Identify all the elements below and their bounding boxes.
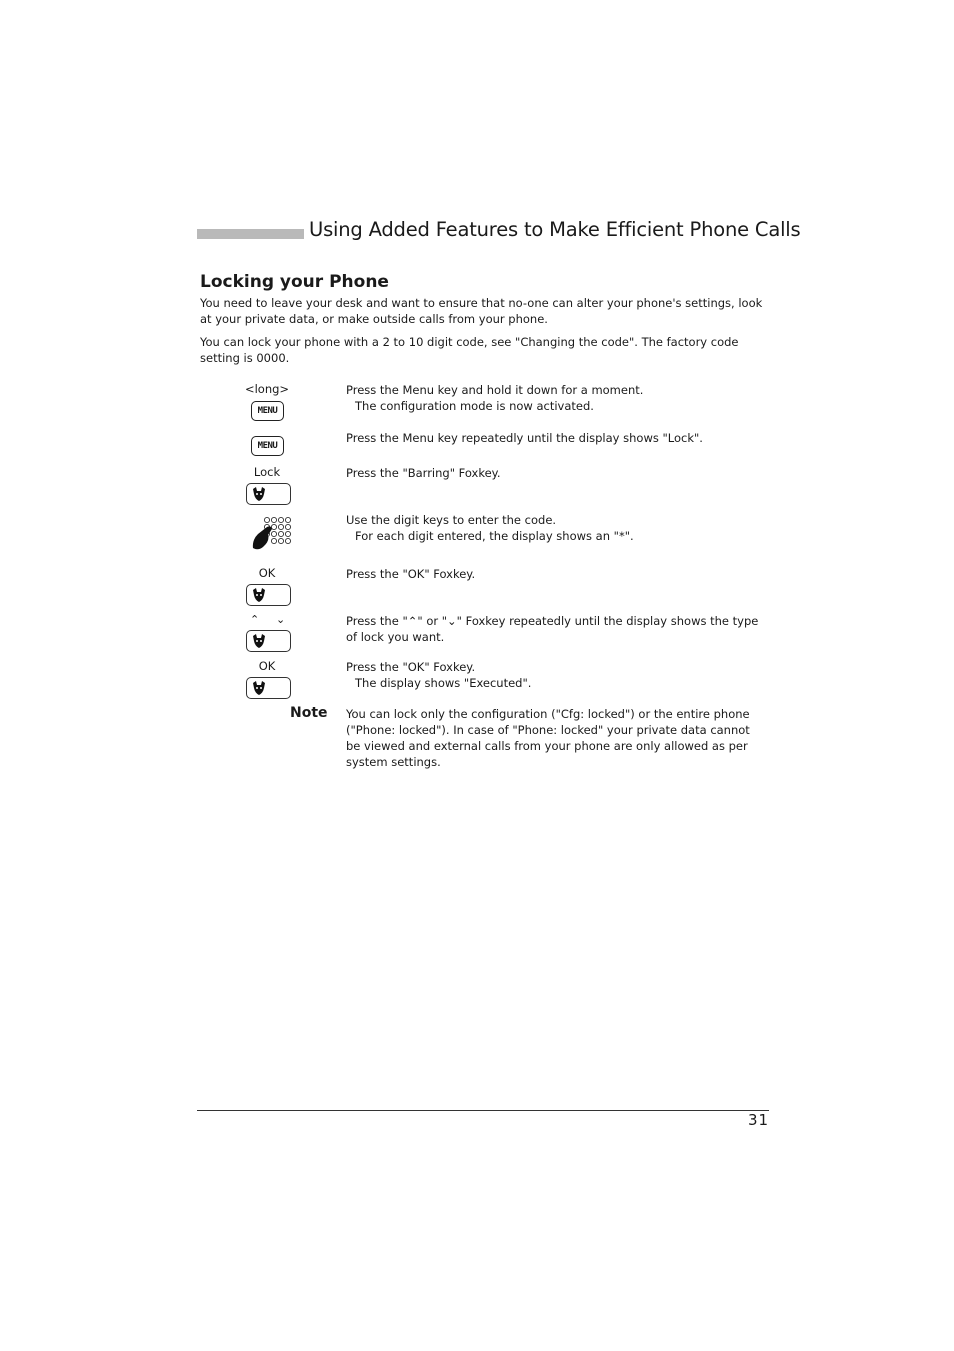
menu-key-icon: MENU: [251, 436, 284, 456]
step-5-text: [346, 566, 766, 582]
step-7-sub: The display shows "Executed".: [355, 676, 532, 690]
step-3-label: Lock: [253, 465, 281, 479]
page-header-title: Using Added Features to Make Efficient Phone Calls: [309, 218, 801, 241]
step-2-text: [346, 430, 766, 446]
note-text: You can lock only the configuration ("Cfg: locked") or the entire phone ("Phone: locked"). In case of "Phone: locked" your private data cannot be viewed and external calls from your phone are only allowed as per system settings.: [346, 707, 750, 769]
fox-head-icon: [251, 486, 267, 502]
step-6-main: Press the "⌃" or "⌄" Foxkey repeatedly until the display shows the type of lock you want.: [346, 614, 759, 644]
step-6-text: [346, 613, 766, 645]
step-7-text: [346, 659, 766, 691]
step-7-label: OK: [258, 659, 276, 673]
step-4-text: [346, 512, 766, 544]
step-1-main: Press the Menu key and hold it down for a moment.: [346, 383, 644, 397]
fox-head-icon: [251, 633, 267, 649]
header-bar: [197, 229, 304, 239]
intro-paragraph-1: You need to leave your desk and want to ensure that no-one can alter your phone's settings, look at your private data, or make outside calls from your phone.: [200, 296, 763, 326]
step-5-label: OK: [258, 566, 276, 580]
page-number: 31: [748, 1111, 770, 1129]
footer-divider: [197, 1110, 769, 1111]
step-5-main: Press the "OK" Foxkey.: [346, 567, 476, 581]
step-3-main: Press the "Barring" Foxkey.: [346, 466, 501, 480]
foxkey-icon: [246, 584, 291, 606]
fox-head-icon: [251, 680, 267, 696]
arrow-down-icon: ⌄: [276, 613, 286, 626]
keypad-icon: [250, 514, 296, 552]
step-1-sub: The configuration mode is now activated.: [355, 399, 594, 413]
menu-key-icon: MENU: [251, 401, 284, 421]
step-2-main: Press the Menu key repeatedly until the display shows "Lock".: [346, 431, 703, 445]
step-1-label: <long>: [244, 382, 290, 396]
foxkey-icon: [246, 483, 291, 505]
foxkey-icon: [246, 677, 291, 699]
fox-head-icon: [251, 587, 267, 603]
step-1-text: [346, 382, 766, 414]
step-3-text: [346, 465, 766, 481]
step-7-main: Press the "OK" Foxkey.: [346, 660, 476, 674]
step-4-sub: For each digit entered, the display shows an "*".: [355, 529, 634, 543]
step-4-main: Use the digit keys to enter the code.: [346, 513, 557, 527]
foxkey-icon: [246, 630, 291, 652]
intro-paragraph-2: You can lock your phone with a 2 to 10 digit code, see "Changing the code". The factory code setting is 0000.: [200, 335, 739, 365]
note-label: Note: [290, 705, 328, 721]
arrow-up-icon: ⌃: [250, 613, 260, 626]
section-title: Locking your Phone: [200, 272, 389, 292]
